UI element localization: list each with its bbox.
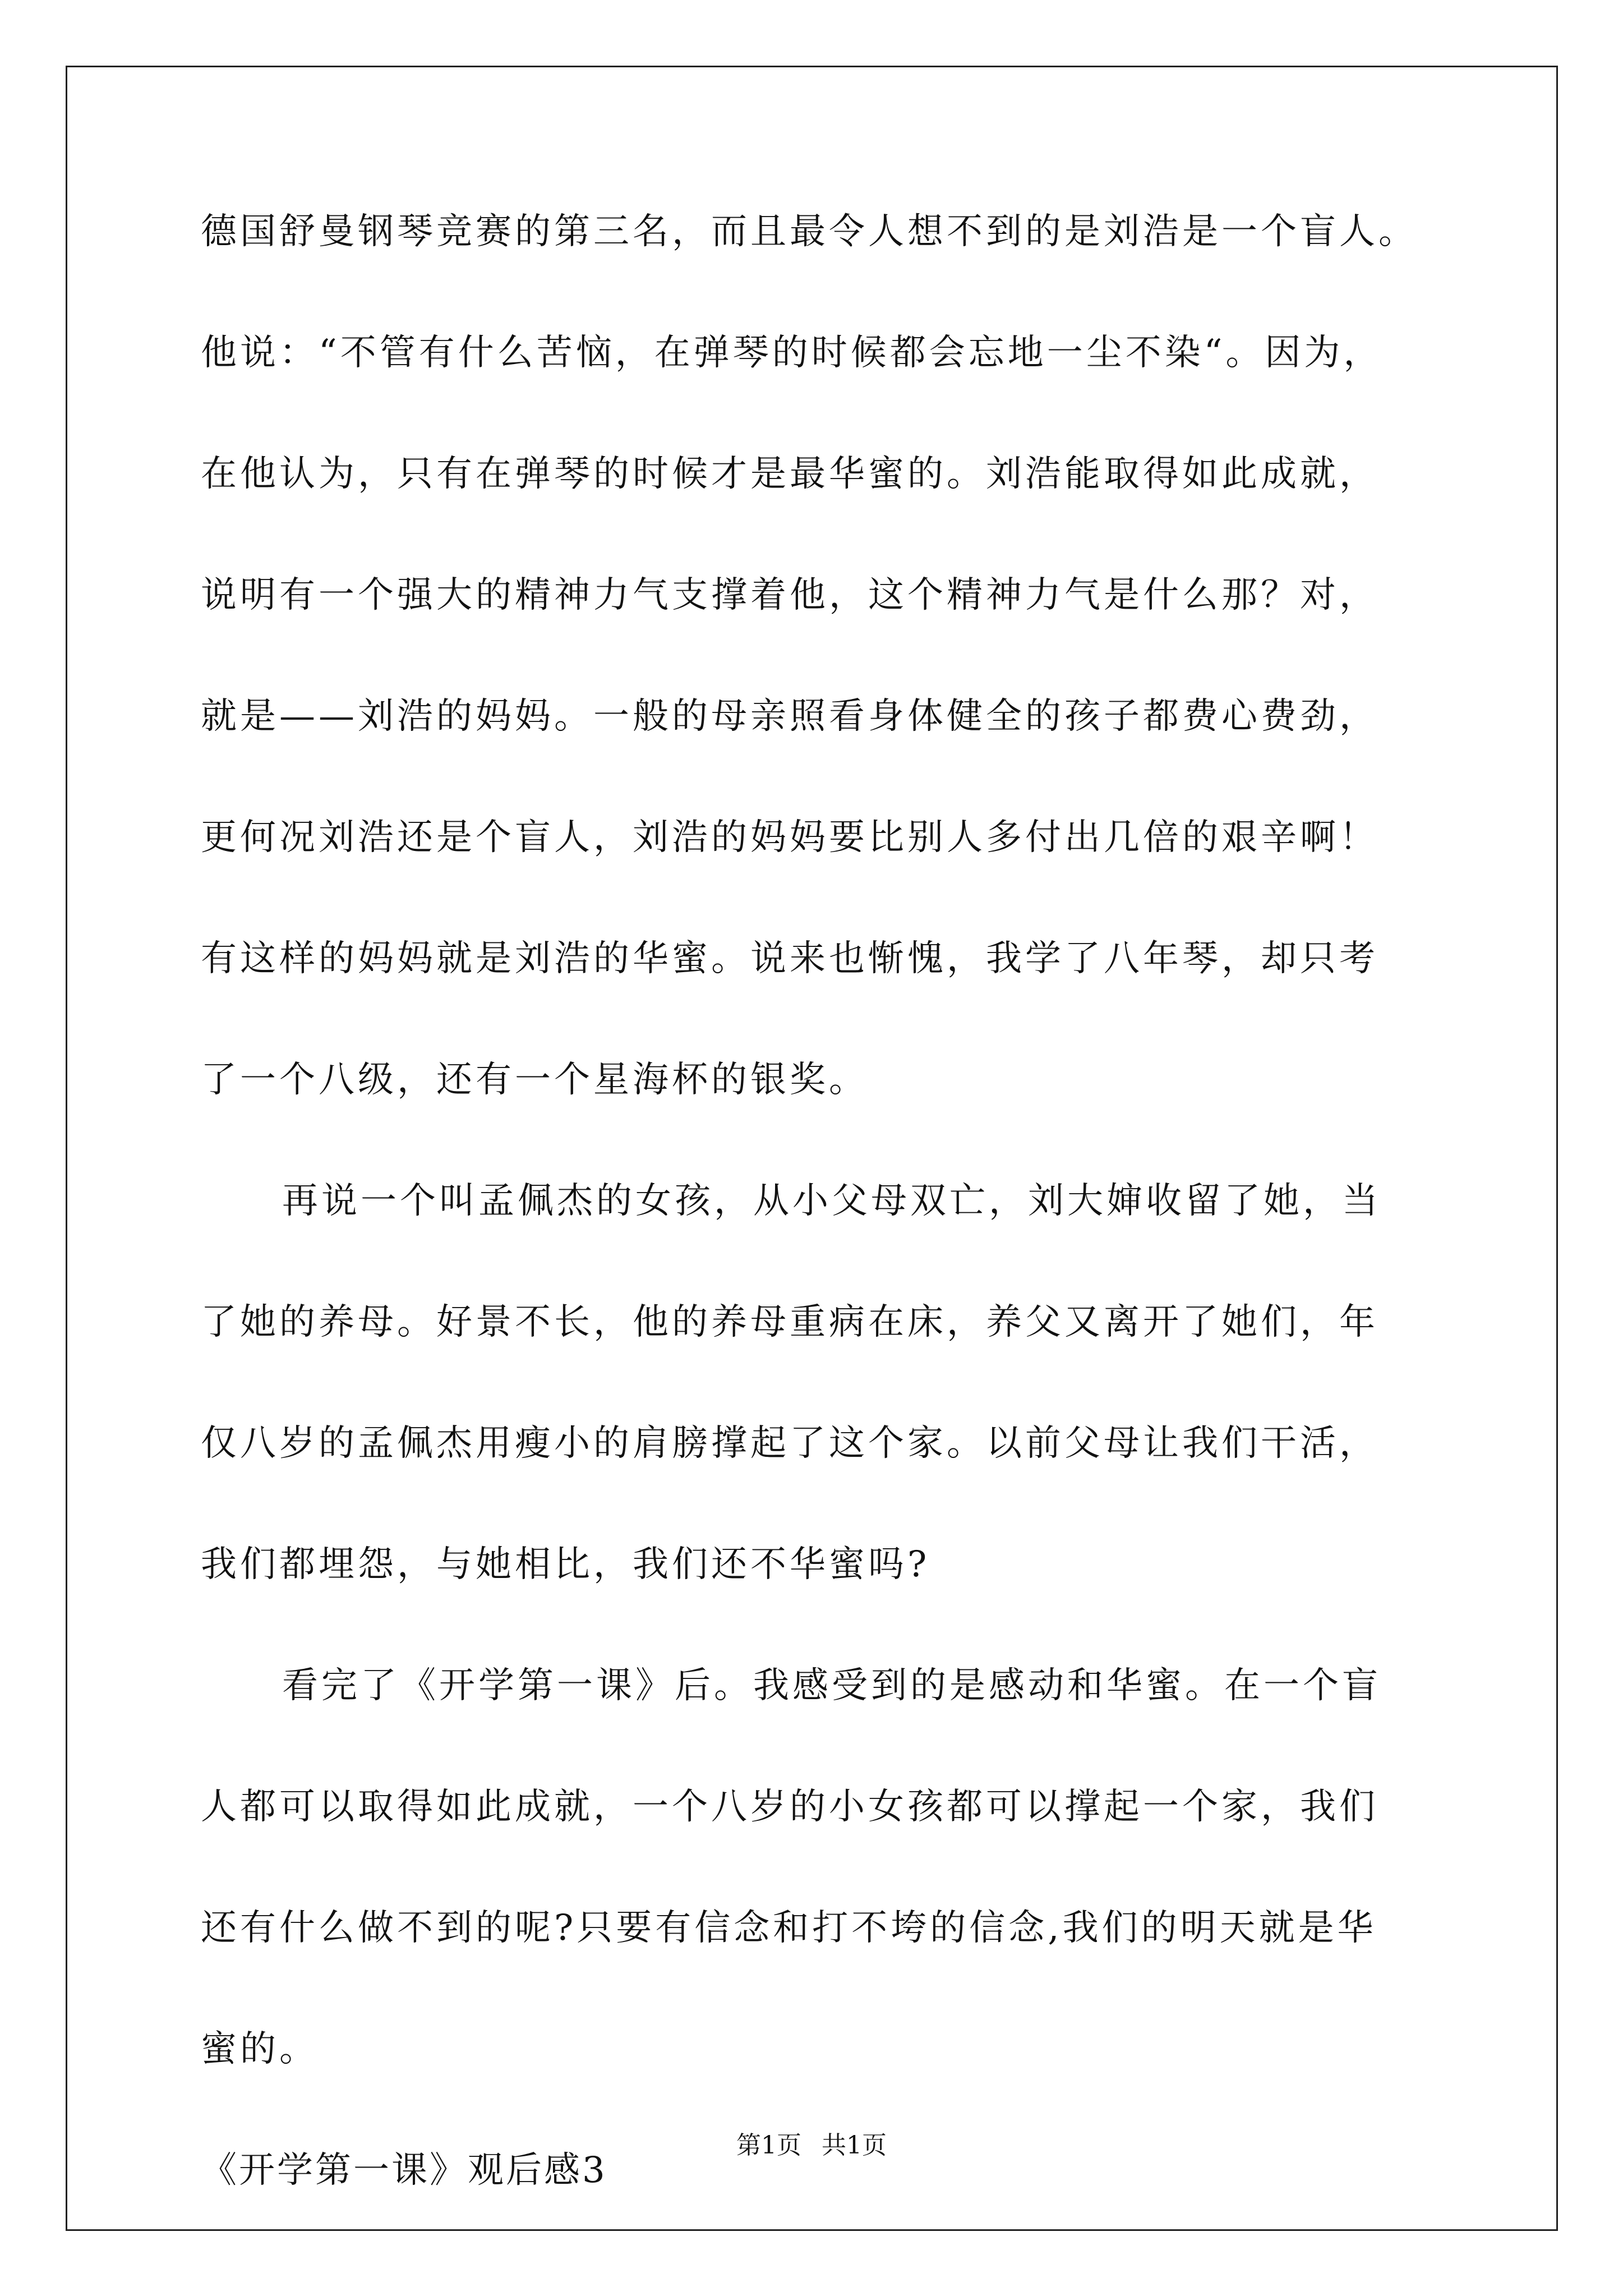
paragraph-line: 看完了《开学第一课》后。我感受到的是感动和华蜜。在一个盲 bbox=[282, 1665, 1381, 1706]
paragraph-line: 在他认为，只有在弹琴的时候才是最华蜜的。刘浩能取得如此成就， bbox=[201, 453, 1378, 495]
paragraph-line: 就是——刘浩的妈妈。一般的母亲照看身体健全的孩子都费心费劲， bbox=[201, 696, 1378, 737]
section-heading: 《开学第一课》观后感3 bbox=[201, 2150, 607, 2191]
paragraph-line: 德国舒曼钢琴竞赛的第三名，而且最令人想不到的是刘浩是一个盲人。 bbox=[201, 211, 1418, 252]
paragraph-line: 还有什么做不到的呢?只要有信念和打不垮的信念,我们的明天就是华 bbox=[201, 1907, 1377, 1949]
paragraph-line: 我们都埋怨，与她相比，我们还不华蜜吗? bbox=[201, 1544, 930, 1585]
page-number-total: 共1页 bbox=[822, 2131, 887, 2160]
paragraph-line: 再说一个叫孟佩杰的女孩，从小父母双亡，刘大婶收留了她，当 bbox=[282, 1180, 1381, 1222]
paragraph-line: 了一个八级，还有一个星海杯的银奖。 bbox=[201, 1059, 868, 1101]
paragraph-line: 说明有一个强大的精神力气支撑着他，这个精神力气是什么那？对， bbox=[201, 574, 1378, 616]
paragraph-line: 了她的养母。好景不长，他的养母重病在床，养父又离开了她们，年 bbox=[201, 1301, 1378, 1343]
page-footer bbox=[0, 2130, 1623, 2161]
paragraph-line: 有这样的妈妈就是刘浩的华蜜。说来也惭愧，我学了八年琴，却只考 bbox=[201, 938, 1378, 979]
paragraph-line: 他说：“不管有什么苦恼，在弹琴的时候都会忘地一尘不染“。因为， bbox=[201, 332, 1383, 374]
paragraph-line: 更何况刘浩还是个盲人，刘浩的妈妈要比别人多付出几倍的艰辛啊！ bbox=[201, 817, 1378, 858]
page-number-current: 第1页 bbox=[736, 2131, 801, 2160]
paragraph-line: 人都可以取得如此成就，一个八岁的小女孩都可以撑起一个家，我们 bbox=[201, 1786, 1378, 1828]
paragraph-line: 蜜的。 bbox=[201, 2028, 319, 2070]
paragraph-line: 仅八岁的孟佩杰用瘦小的肩膀撑起了这个家。以前父母让我们干活， bbox=[201, 1423, 1378, 1464]
